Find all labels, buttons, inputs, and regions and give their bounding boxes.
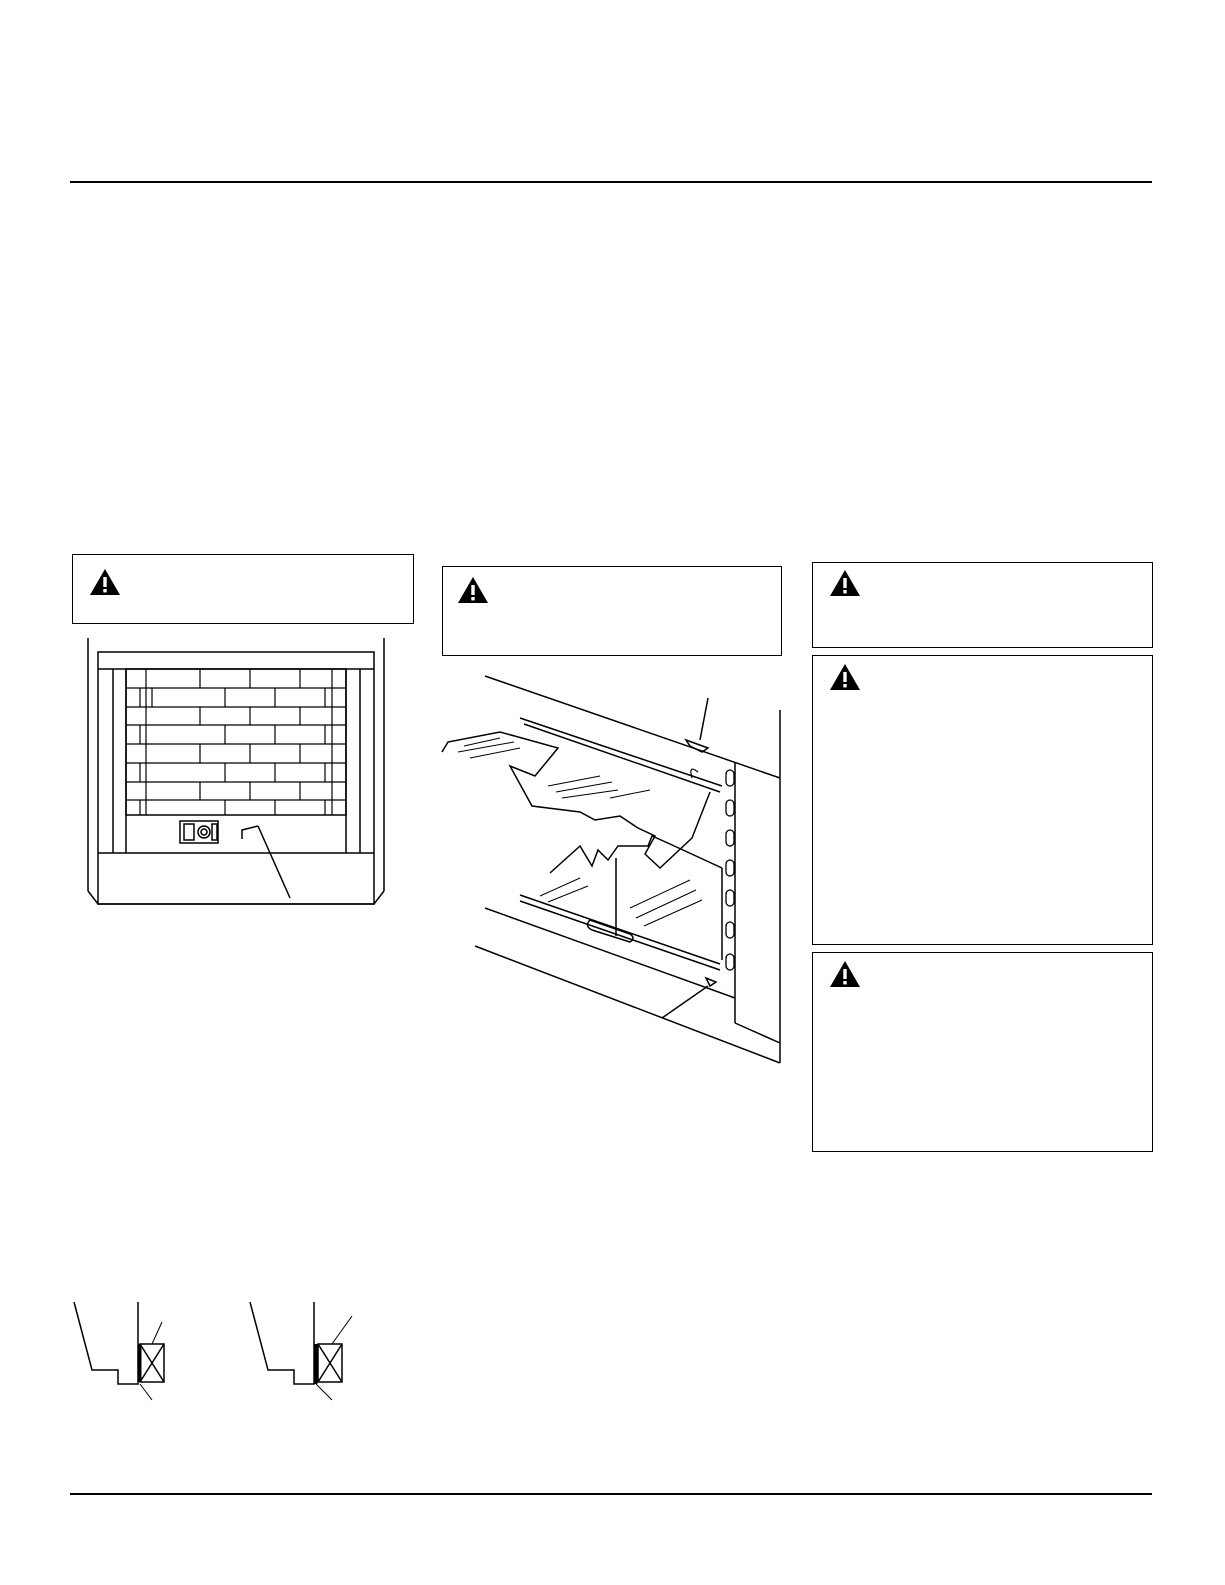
cross-section-detail-left [68, 1300, 178, 1405]
warning-box-5 [812, 952, 1153, 1152]
warning-box-3 [812, 562, 1153, 648]
top-rule [70, 181, 1152, 183]
warning-triangle-icon [89, 568, 121, 596]
fireplace-front-illustration [80, 636, 400, 911]
warning-triangle-icon [829, 960, 861, 988]
warning-triangle-icon [829, 663, 861, 691]
warning-box-1 [72, 554, 414, 624]
cross-section-detail-right [244, 1300, 359, 1405]
warning-box-2 [442, 566, 782, 656]
bottom-rule [70, 1493, 1152, 1495]
warning-box-4 [812, 655, 1153, 945]
glass-panel-illustration [440, 668, 790, 1070]
warning-triangle-icon [457, 576, 489, 604]
warning-triangle-icon [829, 569, 861, 597]
